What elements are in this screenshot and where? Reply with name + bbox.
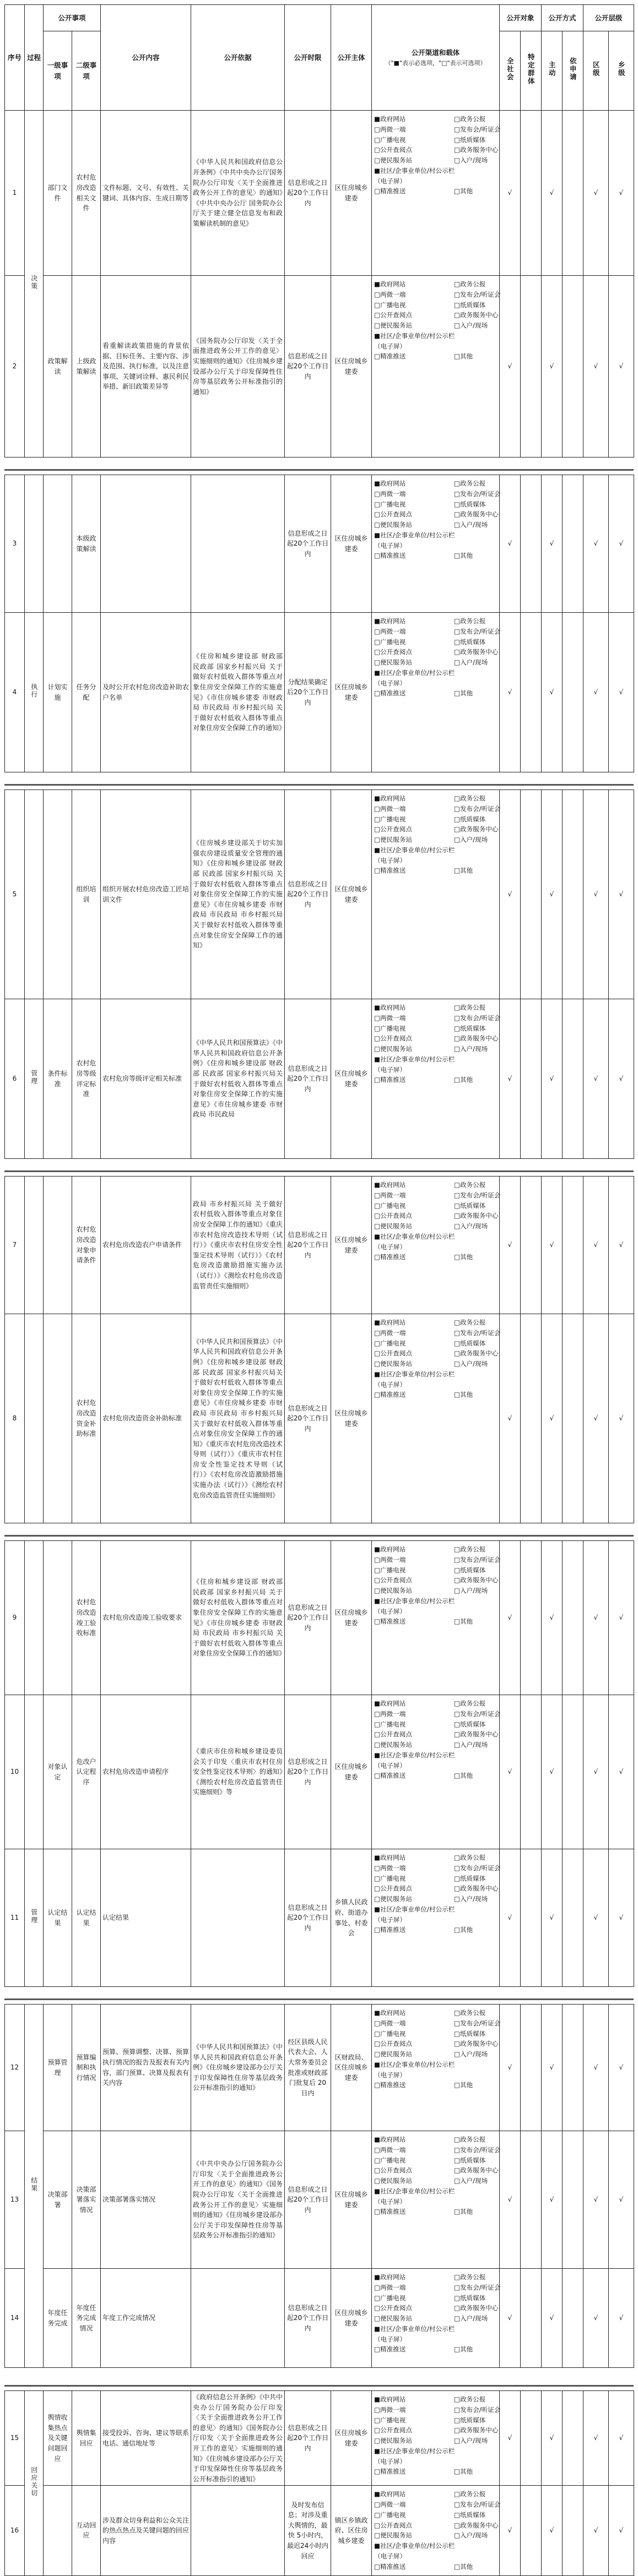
row-basis: 《重庆市住房和城乡建设委员会关于印发〈重庆市农村住房安全性鉴定技术导则〉的通知》《测绘农村危房改造监管责任实施细则》等 (191, 1695, 285, 1849)
table-row (5, 2269, 634, 2368)
row-item-l2: 农村危房改造资金补助标准 (72, 1314, 101, 1523)
row-content: 组织开展农村危房改造工匠培训文件 (101, 790, 191, 999)
row-basis: 《国务院办公厅印发〈关于全面推进政务公开工作的意见〉实施细则的通知》《住房城乡建设部办公厅关于印发保障性住房等基层政务公开标准指引的通知》 (191, 276, 285, 458)
row-process-empty (25, 475, 44, 613)
row-content: 农村危房改造竣工验收要求 (101, 1541, 191, 1695)
header-seq: 序号 (5, 5, 25, 111)
row-item-l2: 舆情集回应 (72, 2391, 101, 2486)
row-seq: 9 (5, 1541, 25, 1695)
check-level-town: √ (609, 1314, 634, 1523)
row-time-limit: 信息形成之日起20个工作日内 (285, 2131, 331, 2269)
check-level-district: √ (583, 2131, 609, 2269)
row-subject: 区住房城乡建委 (331, 1695, 372, 1849)
row-process: 决策 (25, 111, 44, 458)
check-level-town: √ (609, 999, 634, 1159)
check-target-all: √ (500, 2486, 521, 2575)
check-level-town: √ (609, 2005, 634, 2131)
row-content: 农村危房改造资金补助标准 (101, 1314, 191, 1523)
header-level-district: 区级 (583, 31, 609, 111)
check-target-all: √ (500, 1541, 521, 1695)
row-time-limit: 信息形成之日起20个工作日内 (285, 1541, 331, 1695)
check-level-district: √ (583, 2391, 609, 2486)
check-method-active: √ (542, 1314, 563, 1523)
check-level-town: √ (609, 2269, 634, 2368)
row-item-l2: 预算编制和执行情况 (72, 2005, 101, 2131)
row-process: 管理 (25, 999, 44, 1159)
header-target-specific: 特定群体 (521, 31, 542, 111)
row-seq: 11 (5, 1849, 25, 1987)
row-time-limit: 信息形成之日起20个工作日内 (285, 999, 331, 1159)
check-level-town: √ (609, 613, 634, 772)
header-items-group: 公开事项 (44, 5, 101, 31)
row-item-l1: 条件标准 (44, 999, 72, 1159)
row-channel: ■政府网站 □政务公报 □两微一端 □发布会/听证会 □广播电视 □纸质媒体 □公开查阅点 □政务服务中心 □便民服务站 □入户/现场 ■社区/企事业单位/村公示栏 （电子屏） □精准推送 □其他 (372, 1177, 500, 1314)
row-process: 执行 (25, 613, 44, 772)
check-method-request (563, 2005, 583, 2131)
check-target-all: √ (500, 2391, 521, 2486)
row-item-l2: 组织培训 (72, 790, 101, 999)
row-content: 年度工作完成情况 (101, 2269, 191, 2368)
row-time-limit: 信息形成之日起20个工作日内 (285, 790, 331, 999)
check-level-town: √ (609, 1177, 634, 1314)
row-item-l1: 对象认定 (44, 1695, 72, 1849)
table-header-block (4, 4, 634, 111)
check-method-active: √ (542, 2131, 563, 2269)
row-basis (191, 2269, 285, 2368)
row-subject: 乡镇人民政府、街道办事处、村委会 (331, 1849, 372, 1987)
row-subject: 区住房城乡建委 (331, 613, 372, 772)
check-target-all: √ (500, 999, 521, 1159)
table-segment (4, 475, 634, 772)
header-target: 公开对象 (500, 5, 542, 31)
header-subject: 公开主体 (331, 5, 372, 111)
check-level-district: √ (583, 1695, 609, 1849)
row-seq: 4 (5, 613, 25, 772)
row-channel: ■政府网站 □政务公报 □两微一端 □发布会/听证会 □广播电视 □纸质媒体 □公开查阅点 □政务服务中心 □便民服务站 □入户/现场 ■社区/企事业单位/村公示栏 （电子屏） □精准推送 □其他 (372, 790, 500, 999)
check-method-request (563, 790, 583, 999)
check-level-town: √ (609, 2391, 634, 2486)
row-channel: ■政府网站 □政务公报 □两微一端 □发布会/听证会 □广播电视 □纸质媒体 □公开查阅点 □政务服务中心 □便民服务站 □入户/现场 ■社区/企事业单位/村公示栏 （电子屏） □精准推送 □其他 (372, 1314, 500, 1523)
row-basis: 《中华人民共和国预算法》《中华人民共和国政府信息公开条例》《住房和城乡建设部 财政部 民政部 国家乡村振兴局关于做好农村低收入群体等重点对象住房安全保障工作的实施意见》《市住房城乡建委 市财政局 市民政局 市乡村振兴局 关于做好农村低收入群体等重点对象住房安全保障工作的通知》《重庆市农村危房改造技术导则（试行）》《重庆市农村住房安全性鉴定技术导则（试行）》《农村危房改造激励措施实施办法（试行）》《测绘农村危房改造监管责任实施细则》 (191, 1314, 285, 1523)
check-method-request (563, 1314, 583, 1523)
row-item-l1: 部门文件 (44, 111, 72, 276)
check-level-district: √ (583, 613, 609, 772)
row-subject: 区住房城乡建委 (331, 111, 372, 276)
row-item-l1 (44, 475, 72, 613)
check-method-request (563, 2131, 583, 2269)
row-channel: ■政府网站 □政务公报 □两微一端 □发布会/听证会 □广播电视 □纸质媒体 □公开查阅点 □政务服务中心 □便民服务站 □入户/现场 ■社区/企事业单位/村公示栏 （电子屏） □精准推送 □其他 (372, 276, 500, 458)
row-subject: 区住房城乡建委 (331, 2391, 372, 2486)
row-seq: 7 (5, 1177, 25, 1314)
row-item-l1 (44, 1177, 72, 1314)
row-time-limit: 信息形成之日起20个工作日内 (285, 111, 331, 276)
check-method-active: √ (542, 999, 563, 1159)
row-basis (191, 475, 285, 613)
row-basis: 《中华人民共和国预算法》《中华人民共和国政府信息公开条例》《住房和城乡建设部 财政部 民政部 国家乡村振兴局关于做好农村低收入群体等重点对象住房安全保障工作的实施意见》《市住房城乡建委 市财政局 市民政局 (191, 999, 285, 1159)
row-time-limit: 信息形成之日起20个工作日内 (285, 475, 331, 613)
row-time-limit: 信息形成之日起20个工作日内 (285, 1177, 331, 1314)
row-item-l1: 预算管理 (44, 2005, 72, 2131)
row-basis: 《中华人民共和国预算法》《中华人民共和国政府信息公开条例》《住房城乡建设部办公厅关于印发保障性住房等基层政务公开标准指引的通知》 (191, 2005, 285, 2131)
row-content: 文件标题、文号、有效性、关键词、具体内容、生成日期等 (101, 111, 191, 276)
row-content: 认定结果 (101, 1849, 191, 1987)
page-break-line (4, 1170, 634, 1172)
check-level-district: √ (583, 2486, 609, 2575)
row-subject: 区住房城乡建委 (331, 999, 372, 1159)
table-segment (4, 2004, 634, 2368)
table-row (5, 1695, 634, 1849)
check-level-district: √ (583, 1177, 609, 1314)
row-content: 决策部署落实情况 (101, 2131, 191, 2269)
check-method-active: √ (542, 1541, 563, 1695)
table-row (5, 613, 634, 772)
row-content: 涉及群众切身利益和公众关注的热点热点及关键问题的回应内容 (101, 2486, 191, 2575)
header-process: 过程 (25, 5, 44, 111)
row-content (101, 475, 191, 613)
row-basis: 《中华人民共和国政府信息公开条例》《中共中央办公厅国务院办公厅印发〈关于全面推进政务公开工作的意见〉的通知》《中共中央办公厅 国务院办公厅关于建立健全信息发布和政策解读机制的意见》 (191, 111, 285, 276)
row-seq: 12 (5, 2005, 25, 2131)
row-process-empty (25, 1177, 44, 1314)
check-level-town: √ (609, 2131, 634, 2269)
row-channel: ■政府网站 □政务公报 □两微一端 □发布会/听证会 □广播电视 □纸质媒体 □公开查阅点 □政务服务中心 □便民服务站 □入户/现场 ■社区/企事业单位/村公示栏 （电子屏） □精准推送 □其他 (372, 2391, 500, 2486)
row-subject: 区住房城乡建委 (331, 2269, 372, 2368)
page-break-line (4, 784, 634, 786)
check-method-request (563, 2269, 583, 2368)
row-item-l2: 互动回应 (72, 2486, 101, 2575)
check-method-request (563, 1849, 583, 1987)
row-seq: 10 (5, 1695, 25, 1849)
row-basis: 《政府信息公开条例》《中共中央办公厅国务院办公厅印发〈关于全面推进政务公开工作的意见〉的通知》《国务院办公厅印发〈关于全面推进政务公开工作的意见〉实施细则的通知》《住房城乡建设部办公厅关于印发保障性住房等基层政务公开标准指引的通知》 (191, 2391, 285, 2486)
row-item-l1: 年度任务完成 (44, 2269, 72, 2368)
row-item-l1: 政策解读 (44, 276, 72, 458)
check-target-all: √ (500, 1695, 521, 1849)
check-method-request (563, 276, 583, 458)
row-channel: ■政府网站 □政务公报 □两微一端 □发布会/听证会 □广播电视 □纸质媒体 □公开查阅点 □政务服务中心 □便民服务站 □入户/现场 ■社区/企事业单位/村公示栏 （电子屏） □精准推送 □其他 (372, 999, 500, 1159)
row-time-limit: 经区县级人民代表大会、人大常务委员会批准或财政部门批复后 20日内 (285, 2005, 331, 2131)
check-target-all: √ (500, 2005, 521, 2131)
check-target-all: √ (500, 111, 521, 276)
header-channel: 公开渠道和载体 （"■"表示必选项，"□"表示可选项） (372, 5, 500, 111)
table-row (5, 111, 634, 276)
table-segment (4, 110, 634, 458)
check-method-active: √ (542, 790, 563, 999)
row-process-empty (25, 1695, 44, 1849)
row-channel: ■政府网站 □政务公报 □两微一端 □发布会/听证会 □广播电视 □纸质媒体 □公开查阅点 □政务服务中心 □便民服务站 □入户/现场 ■社区/企事业单位/村公示栏 （电子屏） □精准推送 □其他 (372, 1541, 500, 1695)
check-level-district: √ (583, 475, 609, 613)
check-method-request (563, 475, 583, 613)
header-target-all: 全社会 (500, 31, 521, 111)
check-method-active: √ (542, 2391, 563, 2486)
row-item-l1: 舆情收集热点及关键问题回应 (44, 2391, 72, 2486)
row-content: 接受投诉、咨询、建议等联系电话、通信地址等 (101, 2391, 191, 2486)
row-channel: ■政府网站 □政务公报 □两微一端 □发布会/听证会 □广播电视 □纸质媒体 □公开查阅点 □政务服务中心 □便民服务站 □入户/现场 ■社区/企事业单位/村公示栏 （电子屏） □精准推送 □其他 (372, 1849, 500, 1987)
header-item-l1: 一级事项 (44, 31, 72, 111)
check-method-request (563, 2391, 583, 2486)
header-level: 公开层级 (583, 5, 634, 31)
row-time-limit: 分配结果确定后20个工作日内 (285, 613, 331, 772)
check-level-district: √ (583, 2005, 609, 2131)
table-segment (4, 789, 634, 1159)
row-item-l2: 年度任务完成情况 (72, 2269, 101, 2368)
row-seq: 3 (5, 475, 25, 613)
row-time-limit: 信息形成之日起20个工作日内 (285, 1849, 331, 1987)
check-target-all: √ (500, 790, 521, 999)
table-segment (4, 1540, 634, 1987)
check-method-request (563, 1695, 583, 1849)
header-method-request: 依申请 (563, 31, 583, 111)
check-method-active: √ (542, 2486, 563, 2575)
table-row (5, 1314, 634, 1523)
row-item-l2: 决策部署落实情况 (72, 2131, 101, 2269)
row-subject: 区财政局、区住房城乡建委 (331, 2005, 372, 2131)
row-time-limit: 信息形成之日起20个工作日内 (285, 1314, 331, 1523)
row-seq: 14 (5, 2269, 25, 2368)
row-channel: ■政府网站 □政务公报 □两微一端 □发布会/听证会 □广播电视 □纸质媒体 □公开查阅点 □政务服务中心 □便民服务站 □入户/现场 ■社区/企事业单位/村公示栏 （电子屏） □精准推送 □其他 (372, 2005, 500, 2131)
page-break-line (4, 1998, 634, 2000)
table-row (5, 1541, 634, 1695)
row-content: 农村危房改造申请程序 (101, 1695, 191, 1849)
row-content: 及时公开农村危房改造补助农户名单 (101, 613, 191, 772)
row-item-l2: 危改户认定程序 (72, 1695, 101, 1849)
header-method: 公开方式 (542, 5, 583, 31)
check-method-request (563, 1541, 583, 1695)
header-time-limit: 公开时限 (285, 5, 331, 111)
row-basis: 《住房和城乡建设部 财政部 民政部 国家乡村振兴局 关于做好农村低收入群体等重点对象住房安全保障工作的实施意见》《市住房城乡建委 市财政局 市民政局 市乡村振兴局 关于做好农村低收入群体等重点对象住房安全保障工作的通知》 (191, 613, 285, 772)
page-break-line (4, 469, 634, 471)
header-content: 公开内容 (101, 5, 191, 111)
table-row (5, 999, 634, 1159)
row-item-l1: 认定结果 (44, 1849, 72, 1987)
row-subject: 区住房城乡建委 (331, 2131, 372, 2269)
table-segment (4, 2390, 634, 2576)
check-target-all: √ (500, 1177, 521, 1314)
row-subject: 区住房城乡建委 (331, 1177, 372, 1314)
row-basis (191, 1849, 285, 1987)
table-row (5, 475, 634, 613)
row-channel: ■政府网站 □政务公报 □两微一端 □发布会/听证会 □广播电视 □纸质媒体 □公开查阅点 □政务服务中心 □便民服务站 □入户/现场 ■社区/企事业单位/村公示栏 （电子屏） □精准推送 □其他 (372, 1695, 500, 1849)
header-basis: 公开依据 (191, 5, 285, 111)
check-level-district: √ (583, 2269, 609, 2368)
row-process: 结果 (25, 2005, 44, 2368)
row-item-l1 (44, 1314, 72, 1523)
row-item-l2: 农村危房改造相关文件 (72, 111, 101, 276)
row-process: 回应关切 (25, 2391, 44, 2576)
row-item-l1 (44, 2486, 72, 2575)
check-level-town: √ (609, 276, 634, 458)
row-item-l1 (44, 1541, 72, 1695)
row-subject: 区住房城乡建委 (331, 1314, 372, 1523)
row-seq: 8 (5, 1314, 25, 1523)
check-level-district: √ (583, 790, 609, 999)
row-time-limit: 及时发布信息；对涉及重大舆情的，最快 5小时内，最迟24小时内回应 (285, 2486, 331, 2575)
check-level-district: √ (583, 1541, 609, 1695)
row-seq: 16 (5, 2486, 25, 2575)
page-break-line (4, 2385, 634, 2387)
check-target-all: √ (500, 2269, 521, 2368)
row-item-l2: 农村危房改造竣工验收标准 (72, 1541, 101, 1695)
table-row (5, 2486, 634, 2575)
row-process-empty (25, 1314, 44, 1523)
table-row (5, 1849, 634, 1987)
row-basis: 《住房城乡建设部关于切实加强农房建设质量安全管理的通知》《住房和城乡建设部 财政部 民政部 国家乡村振兴局 关于做好农村低收入群体等重点对象住房安全保障工作的实施意见》《市住房城乡建委 市财政局 市民政局 市乡村振兴局 关于做好农村低收入群体等重点对象住房安全保障工作的通知》 (191, 790, 285, 999)
check-method-active: √ (542, 276, 563, 458)
table-row (5, 2131, 634, 2269)
table-row (5, 276, 634, 458)
header-item-l2: 二级事项 (72, 31, 101, 111)
check-level-town: √ (609, 1849, 634, 1987)
row-process: 管理 (25, 1849, 44, 1987)
row-time-limit: 信息形成之日起20个工作日内 (285, 2391, 331, 2486)
row-seq: 6 (5, 999, 25, 1159)
row-item-l2: 上级政策解读 (72, 276, 101, 458)
row-basis: 《住房和城乡建设部 财政部 民政部 国家乡村振兴局 关于做好农村低收入群体等重点对象住房安全保障工作的实施意见》《市住房城乡建委 市财政局 市民政局 市乡村振兴局 关于做好农村低收入群体等重点对象住房安全保障工作的通知》 (191, 1541, 285, 1695)
header-method-active: 主动 (542, 31, 563, 111)
row-basis: 政局 市乡村振兴局 关于做好农村低收入群体等重点对象住房安全保障工作的通知》《重庆市农村危房改造技术导则（试行）》《重庆市农村住房安全性鉴定技术导则（试行）》《农村危房改造激励措施实施办法（试行）》《测绘农村危房改造监管责任实施细则》 (191, 1177, 285, 1314)
row-seq: 1 (5, 111, 25, 276)
check-method-active: √ (542, 111, 563, 276)
check-method-request (563, 613, 583, 772)
check-level-district: √ (583, 111, 609, 276)
check-target-all: √ (500, 475, 521, 613)
check-method-request (563, 2486, 583, 2575)
row-time-limit: 信息形成之日起20个工作日内 (285, 276, 331, 458)
check-level-district: √ (583, 276, 609, 458)
check-method-active: √ (542, 1177, 563, 1314)
row-seq: 15 (5, 2391, 25, 2486)
check-method-active: √ (542, 475, 563, 613)
row-item-l2: 本级政策解读 (72, 475, 101, 613)
table-segment (4, 1176, 634, 1523)
check-method-request (563, 111, 583, 276)
check-target-all: √ (500, 1314, 521, 1523)
check-level-district: √ (583, 1314, 609, 1523)
check-method-request (563, 999, 583, 1159)
check-method-active: √ (542, 2269, 563, 2368)
check-level-town: √ (609, 1695, 634, 1849)
row-channel: ■政府网站 □政务公报 □两微一端 □发布会/听证会 □广播电视 □纸质媒体 □公开查阅点 □政务服务中心 □便民服务站 □入户/现场 ■社区/企事业单位/村公示栏 （电子屏） □精准推送 □其他 (372, 2131, 500, 2269)
check-level-district: √ (583, 999, 609, 1159)
check-level-town: √ (609, 111, 634, 276)
table-row (5, 1177, 634, 1314)
check-target-all: √ (500, 276, 521, 458)
row-subject: 区住房城乡建委 (331, 790, 372, 999)
row-content: 农村危房改造农户申请条件 (101, 1177, 191, 1314)
header-level-town: 乡级 (609, 31, 634, 111)
check-level-town: √ (609, 790, 634, 999)
check-level-town: √ (609, 475, 634, 613)
row-channel: ■政府网站 □政务公报 □两微一端 □发布会/听证会 □广播电视 □纸质媒体 □公开查阅点 □政务服务中心 □便民服务站 □入户/现场 ■社区/企事业单位/村公示栏 （电子屏） □精准推送 □其他 (372, 2269, 500, 2368)
row-item-l1: 计划实施 (44, 613, 72, 772)
row-channel: ■政府网站 □政务公报 □两微一端 □发布会/听证会 □广播电视 □纸质媒体 □公开查阅点 □政务服务中心 □便民服务站 □入户/现场 ■社区/企事业单位/村公示栏 （电子屏） □精准推送 □其他 (372, 111, 500, 276)
row-process-empty (25, 1541, 44, 1695)
table-row (5, 2005, 634, 2131)
row-time-limit: 信息形成之日起20个工作日内 (285, 2269, 331, 2368)
check-target-all: √ (500, 1849, 521, 1987)
row-content: 看重解读政策措施的背景依据、目标任务、主要内容、涉及范围、执行标准，以及注意事项、关键词诠释、惠民利民举措、新旧政策差异等 (101, 276, 191, 458)
check-method-request (563, 1177, 583, 1314)
check-method-active: √ (542, 2005, 563, 2131)
row-basis: 《中共中央办公厅国务院办公厅印发〈关于全面推进政务公开工作的意见〉的通知》《国务院办公厅印发〈关于全面推进政务公开工作的意见〉实施细则的通知》《住房城乡建设部办公厅关于印发保障性住房等基层政务公开标准指引的通知》 (191, 2131, 285, 2269)
row-subject: 区住房城乡建委 (331, 276, 372, 458)
row-channel: ■政府网站 □政务公报 □两微一端 □发布会/听证会 □广播电视 □纸质媒体 □公开查阅点 □政务服务中心 □便民服务站 □入户/现场 ■社区/企事业单位/村公示栏 （电子屏） □精准推送 □其他 (372, 475, 500, 613)
row-subject: 区住房城乡建委 (331, 1541, 372, 1695)
row-item-l2: 认定结果 (72, 1849, 101, 1987)
check-method-active: √ (542, 1695, 563, 1849)
row-item-l2: 任务分配 (72, 613, 101, 772)
row-channel: ■政府网站 □政务公报 □两微一端 □发布会/听证会 □广播电视 □纸质媒体 □公开查阅点 □政务服务中心 □便民服务站 □入户/现场 ■社区/企事业单位/村公示栏 （电子屏） □精准推送 □其他 (372, 2486, 500, 2575)
row-channel: ■政府网站 □政务公报 □两微一端 □发布会/听证会 □广播电视 □纸质媒体 □公开查阅点 □政务服务中心 □便民服务站 □入户/现场 ■社区/企事业单位/村公示栏 （电子屏） □精准推送 □其他 (372, 613, 500, 772)
row-content: 农村危房等级评定相关标准 (101, 999, 191, 1159)
row-subject: 区住房城乡建委 (331, 475, 372, 613)
check-method-active: √ (542, 613, 563, 772)
page-break-line (4, 1535, 634, 1537)
table-row (5, 790, 634, 999)
row-item-l2: 农村危房改造对象申请条件 (72, 1177, 101, 1314)
row-basis (191, 2486, 285, 2575)
check-target-all: √ (500, 613, 521, 772)
check-method-active: √ (542, 1849, 563, 1987)
check-level-district: √ (583, 1849, 609, 1987)
check-level-town: √ (609, 2486, 634, 2575)
row-seq: 13 (5, 2131, 25, 2269)
table-row (5, 2391, 634, 2486)
check-level-town: √ (609, 1541, 634, 1695)
check-target-all: √ (500, 2131, 521, 2269)
row-content: 预算、预算调整、决算、预算执行情况的报告及报表有关内容，部门预算、决算及报表有关内容 (101, 2005, 191, 2131)
row-item-l2: 农村危房等级评定标准 (72, 999, 101, 1159)
row-item-l1: 决策部署 (44, 2131, 72, 2269)
row-item-l1 (44, 790, 72, 999)
row-time-limit: 信息形成之日起20个工作日内 (285, 1695, 331, 1849)
row-seq: 2 (5, 276, 25, 458)
row-subject: 镇区乡镇政府、区住房城乡建委 (331, 2486, 372, 2575)
row-process-empty (25, 790, 44, 999)
row-seq: 5 (5, 790, 25, 999)
